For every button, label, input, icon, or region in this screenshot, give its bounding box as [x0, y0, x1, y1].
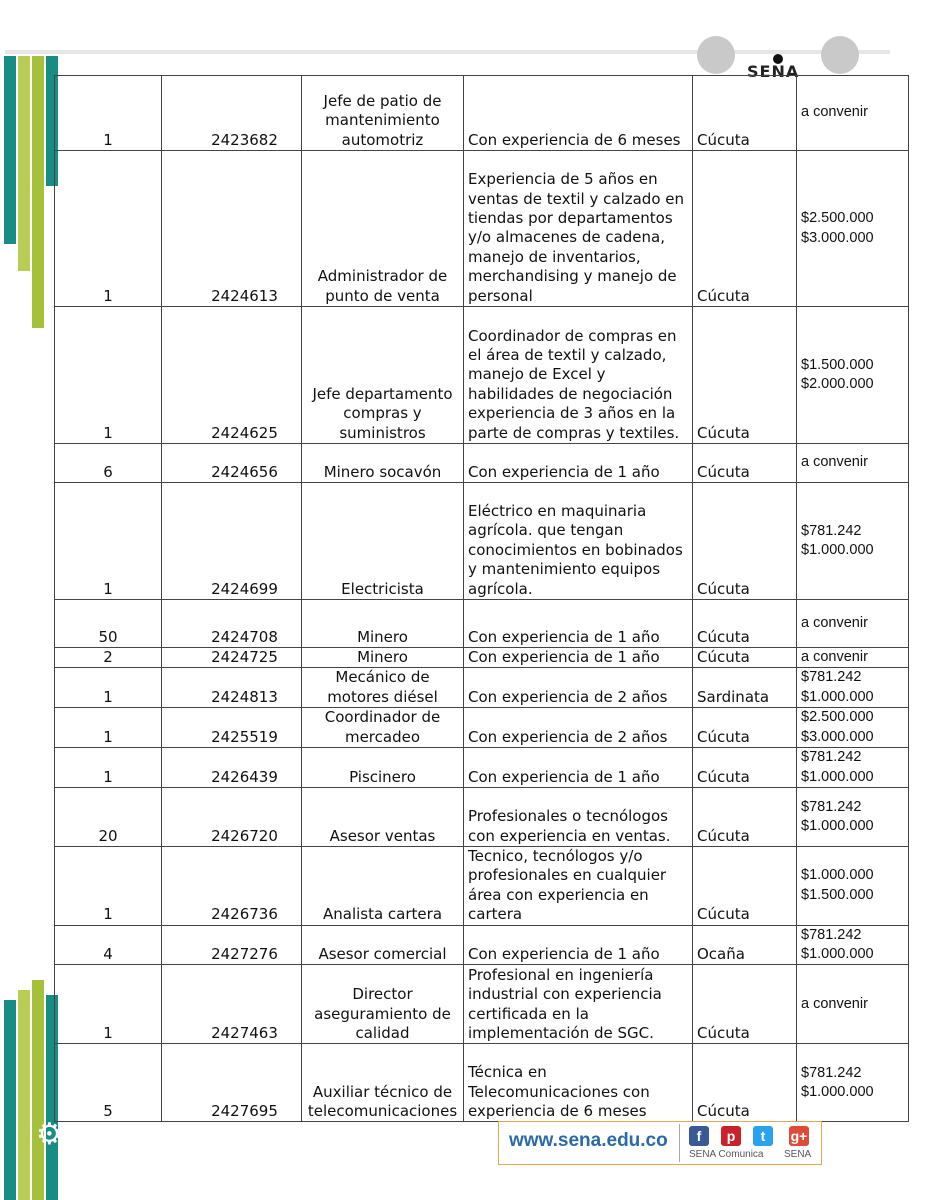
vacancies-cell: 50	[55, 600, 162, 648]
twitter-icon[interactable]: t	[753, 1126, 773, 1146]
salary-cell: $1.500.000 $2.000.000	[797, 307, 909, 444]
offer-code-cell: 2423682	[162, 76, 302, 151]
offer-code-cell: 2424625	[162, 307, 302, 444]
salary-cell: $2.500.000 $3.000.000	[797, 151, 909, 307]
offer-code-cell: 2427695	[162, 1044, 302, 1122]
offer-code-cell: 2426720	[162, 788, 302, 847]
requirements-cell: Con experiencia de 1 año	[464, 748, 693, 788]
city-cell: Cúcuta	[693, 847, 797, 926]
offer-code-cell: 2424725	[162, 648, 302, 668]
salary-cell: $781.242 $1.000.000	[797, 748, 909, 788]
sena-logo	[697, 36, 859, 81]
job-title-cell: Piscinero	[302, 748, 464, 788]
vacancies-cell: 4	[55, 925, 162, 965]
job-title-cell: Mecánico de motores diésel	[302, 668, 464, 708]
job-title-cell: Auxiliar técnico de telecomunicaciones	[302, 1044, 464, 1122]
job-title-cell: Asesor ventas	[302, 788, 464, 847]
offer-code-cell: 2427463	[162, 965, 302, 1044]
city-cell: Cúcuta	[693, 648, 797, 668]
city-cell: Cúcuta	[693, 76, 797, 151]
table-row	[55, 1044, 909, 1122]
google-plus-icon[interactable]: g+	[790, 1128, 808, 1144]
gear-icon[interactable]: ⚙	[36, 1117, 63, 1152]
facebook-icon[interactable]: f	[689, 1126, 709, 1146]
job-title-cell: Minero	[302, 600, 464, 648]
city-cell: Cúcuta	[693, 965, 797, 1044]
requirements-cell: Con experiencia de 6 meses	[464, 76, 693, 151]
salary-cell: a convenir	[797, 965, 909, 1044]
social-label: SENA Comunica	[689, 1149, 764, 1160]
table-row	[55, 925, 909, 965]
city-cell: Cúcuta	[693, 483, 797, 600]
job-title-cell: Electricista	[302, 483, 464, 600]
vacancies-cell: 1	[55, 483, 162, 600]
requirements-cell: Experiencia de 5 años en ventas de textil y calzado en tiendas por departamentos y/o almacenes de cadena, manejo de inventarios, merchandising y manejo de personal	[464, 151, 693, 307]
table-row	[55, 788, 909, 847]
salary-cell: $781.242 $1.000.000	[797, 925, 909, 965]
table-row	[55, 76, 909, 151]
share-icon[interactable]: ⇱	[80, 1120, 102, 1150]
salary-cell: a convenir	[797, 444, 909, 483]
vacancies-cell: 5	[55, 1044, 162, 1122]
offer-code-cell: 2424613	[162, 151, 302, 307]
salary-cell: $781.242 $1.000.000	[797, 668, 909, 708]
city-cell: Ocaña	[693, 925, 797, 965]
table-row	[55, 483, 909, 600]
requirements-cell: Tecnico, tecnólogos y/o profesionales en cualquier área con experiencia en cartera	[464, 847, 693, 926]
pinterest-icon[interactable]: p	[721, 1126, 741, 1146]
table-row	[55, 847, 909, 926]
salary-cell: a convenir	[797, 648, 909, 668]
footer-icons	[36, 1117, 116, 1152]
vacancies-cell: 1	[55, 708, 162, 748]
vacancies-cell: 20	[55, 788, 162, 847]
decorative-stripes-top	[0, 56, 56, 331]
vacancies-cell: 2	[55, 648, 162, 668]
city-cell: Cúcuta	[693, 1044, 797, 1122]
job-title-cell: Asesor comercial	[302, 925, 464, 965]
vacancies-cell: 1	[55, 965, 162, 1044]
city-cell: Cúcuta	[693, 748, 797, 788]
salary-cell: $781.242 $1.000.000	[797, 788, 909, 847]
vacancies-cell: 1	[55, 151, 162, 307]
decorative-stripes-bottom	[0, 980, 56, 1200]
salary-cell: $781.242 $1.000.000	[797, 483, 909, 600]
table-row	[55, 600, 909, 648]
vacancies-cell: 1	[55, 847, 162, 926]
job-title-cell: Administrador de punto de venta	[302, 151, 464, 307]
job-title-cell: Minero socavón	[302, 444, 464, 483]
city-cell: Cúcuta	[693, 444, 797, 483]
table-row	[55, 965, 909, 1044]
offer-code-cell: 2424656	[162, 444, 302, 483]
vacancies-cell: 1	[55, 668, 162, 708]
city-cell: Cúcuta	[693, 600, 797, 648]
table-row	[55, 444, 909, 483]
job-title-cell: Jefe departamento compras y suministros	[302, 307, 464, 444]
salary-cell: a convenir	[797, 76, 909, 151]
offer-code-cell: 2424813	[162, 668, 302, 708]
salary-cell: $781.242 $1.000.000	[797, 1044, 909, 1122]
city-cell: Cúcuta	[693, 708, 797, 748]
table-row	[55, 668, 909, 708]
requirements-cell: Con experiencia de 1 año	[464, 925, 693, 965]
requirements-cell: Técnica en Telecomunicaciones con experiencia de 6 meses	[464, 1044, 693, 1122]
city-cell: Cúcuta	[693, 788, 797, 847]
table-row	[55, 307, 909, 444]
requirements-cell: Coordinador de compras en el área de textil y calzado, manejo de Excel y habilidades de negociación experiencia de 3 años en la parte de compras y textiles.	[464, 307, 693, 444]
offer-code-cell: 2424699	[162, 483, 302, 600]
vacancies-cell: 1	[55, 307, 162, 444]
city-cell: Cúcuta	[693, 307, 797, 444]
job-title-cell: Jefe de patio de mantenimiento automotriz	[302, 76, 464, 151]
offer-code-cell: 2426736	[162, 847, 302, 926]
table-row	[55, 748, 909, 788]
job-title-cell: Analista cartera	[302, 847, 464, 926]
requirements-cell: Eléctrico en maquinaria agrícola. que tengan conocimientos en bobinados y mantenimiento equipos agrícola.	[464, 483, 693, 600]
requirements-cell: Profesional en ingeniería industrial con experiencia certificada en la implementación de SGC.	[464, 965, 693, 1044]
city-cell: Sardinata	[693, 668, 797, 708]
table-row	[55, 708, 909, 748]
requirements-cell: Con experiencia de 1 año	[464, 600, 693, 648]
table-row	[55, 648, 909, 668]
gplus-label: SENA	[784, 1149, 812, 1160]
vacancies-cell: 6	[55, 444, 162, 483]
salary-cell: $2.500.000 $3.000.000	[797, 708, 909, 748]
requirements-cell: Con experiencia de 1 año	[464, 648, 693, 668]
vacancies-cell: 1	[55, 76, 162, 151]
table-row	[55, 151, 909, 307]
offer-code-cell: 2426439	[162, 748, 302, 788]
requirements-cell: Con experiencia de 2 años	[464, 708, 693, 748]
job-title-cell: Coordinador de mercadeo	[302, 708, 464, 748]
offer-code-cell: 2425519	[162, 708, 302, 748]
salary-cell: $1.000.000 $1.500.000	[797, 847, 909, 926]
job-title-cell: Director aseguramiento de calidad	[302, 965, 464, 1044]
logo-text: SENA	[747, 62, 800, 81]
vacancies-cell: 1	[55, 748, 162, 788]
job-title-cell: Minero	[302, 648, 464, 668]
offer-code-cell: 2424708	[162, 600, 302, 648]
banner-divider	[679, 1124, 680, 1162]
footer-banner	[498, 1121, 822, 1165]
requirements-cell: Con experiencia de 2 años	[464, 668, 693, 708]
requirements-cell: Profesionales o tecnólogos con experiencia en ventas.	[464, 788, 693, 847]
footer-url[interactable]: www.sena.edu.co	[509, 1130, 668, 1151]
job-offers-table	[54, 75, 909, 1122]
requirements-cell: Con experiencia de 1 año	[464, 444, 693, 483]
city-cell: Cúcuta	[693, 151, 797, 307]
salary-cell: a convenir	[797, 600, 909, 648]
offer-code-cell: 2427276	[162, 925, 302, 965]
